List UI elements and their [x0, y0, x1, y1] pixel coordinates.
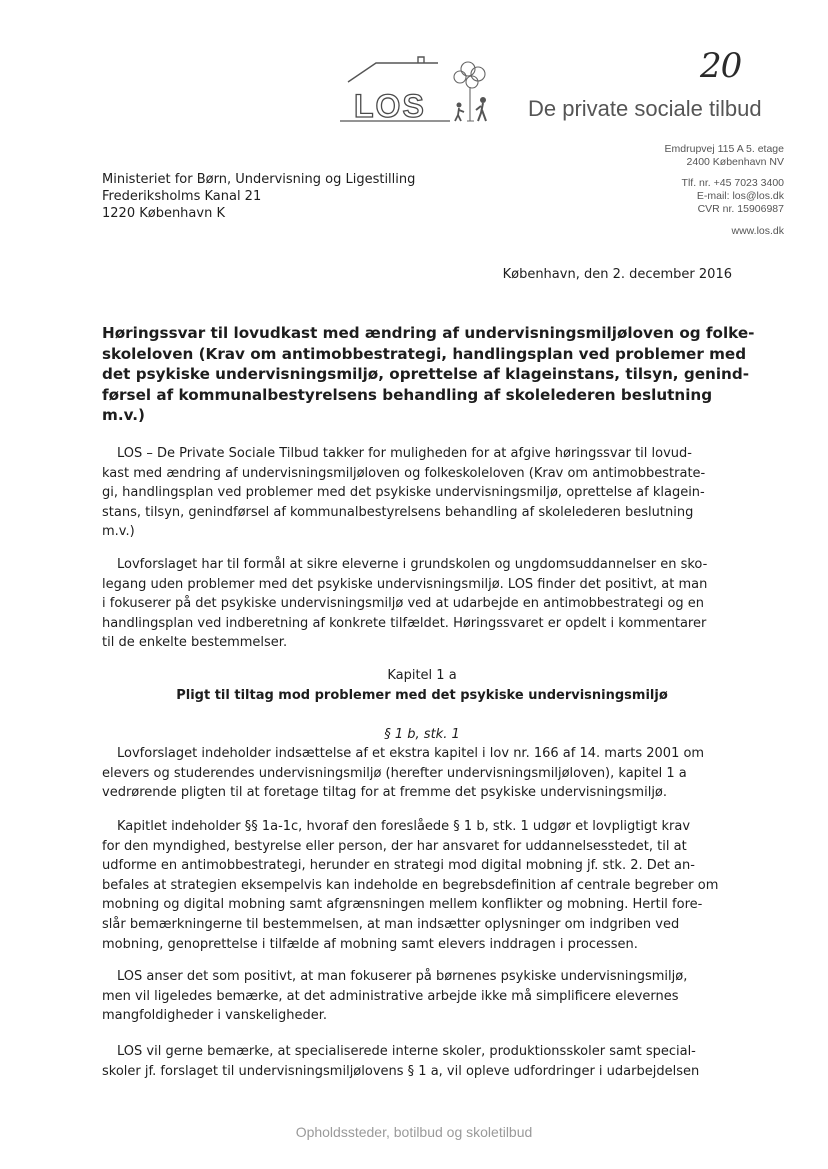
- paragraph-line: men vil ligeledes bemærke, at det administrative arbejde ikke må simplificere elevernes: [102, 988, 679, 1004]
- paragraph-line: Lovforslaget indeholder indsættelse af et ekstra kapitel i lov nr. 166 af 14. marts 2001 om: [117, 746, 705, 761]
- letter-date: København, den 2. december 2016: [502, 267, 732, 282]
- sender-address-line1: Emdrupvej 115 A 5. etage: [664, 143, 784, 155]
- title-line: m.v.): [102, 406, 145, 424]
- sender-phone: Tlf. nr. +45 7023 3400: [681, 177, 784, 189]
- title-line: førsel af kommunalbestyrelsens behandling af skolelederen beslutning: [102, 385, 713, 404]
- paragraph-line: m.v.): [102, 524, 135, 540]
- handwritten-page-number: 20: [700, 46, 742, 86]
- recipient-line2: Frederiksholms Kanal 21: [102, 189, 262, 204]
- page-footer: Opholdssteder, botilbud og skoletilbud: [295, 1124, 533, 1140]
- los-logo: [340, 55, 500, 130]
- paragraph-line: legang uden problemer med det psykiske undervisningsmiljø. LOS finder det positivt, at man: [102, 576, 708, 592]
- paragraph-line: skoler jf. forslaget til undervisningsmiljølovens § 1 a, vil opleve udfordringer i udarbejdelsen: [102, 1063, 700, 1079]
- purpose-paragraph: [102, 555, 708, 653]
- sender-contact-block: [665, 143, 784, 238]
- paragraph-line: stans, tilsyn, genindførsel af kommunalbestyrelsens behandling af skolelederen beslutning: [102, 504, 694, 520]
- title-line: det psykiske undervisningsmiljø, oprettelse af klageinstans, tilsyn, genind-: [102, 365, 750, 383]
- paragraph-line: handlingsplan ved indberetning af konkrete tilfældet. Høringssvaret er opdelt i kommentarer: [102, 615, 707, 631]
- paragraph-line: elevers og studerendes undervisningsmiljø (herefter undervisningsmiljøloven), kapitel 1 a: [102, 765, 687, 781]
- subsection-label: § 1 b, stk. 1: [384, 727, 460, 742]
- paragraph-line: mobning, genoprettelse i tilfælde af mobning samt elevers inddragen i processen.: [102, 936, 638, 952]
- chapter-label: Kapitel 1 a: [387, 668, 457, 683]
- section-paragraph: [102, 817, 719, 954]
- paragraph-line: mobning og digital mobning samt afgrænsningen mellem konflikter og mobning. Hertil fore-: [102, 897, 703, 913]
- sender-website: www.los.dk: [731, 225, 784, 237]
- section-paragraph: [102, 1042, 700, 1081]
- section-paragraph: [102, 744, 705, 803]
- section-paragraph: [102, 967, 688, 1026]
- chapter-heading: Pligt til tiltag mod problemer med det psykiske undervisningsmiljø: [176, 688, 668, 703]
- document-title: [102, 323, 755, 426]
- recipient-address: [102, 171, 415, 222]
- paragraph-line: befales at strategien eksempelvis kan indeholde en begrebsdefinition af centrale begreber om: [102, 877, 719, 893]
- sender-address-line2: 2400 København NV: [686, 156, 784, 168]
- sender-cvr: CVR nr. 15906987: [697, 203, 784, 215]
- brand-name: De private sociale tilbud: [528, 96, 762, 121]
- paragraph-line: til de enkelte bestemmelser.: [102, 635, 288, 651]
- paragraph-line: mangfoldigheder i vanskeligheder.: [102, 1008, 328, 1024]
- paragraph-line: LOS anser det som positivt, at man fokuserer på børnenes psykiske undervisningsmiljø,: [117, 969, 688, 984]
- recipient-line1: Ministeriet for Børn, Undervisning og Ligestilling: [102, 172, 416, 187]
- intro-paragraph: [102, 444, 706, 542]
- sender-email: E-mail: los@los.dk: [696, 190, 784, 202]
- recipient-line3: 1220 København K: [102, 206, 225, 221]
- title-line: skoleloven (Krav om antimobbestrategi, handlingsplan ved problemer med: [102, 344, 747, 363]
- title-line: Høringssvar til lovudkast med ændring af undervisningsmiljøloven og folke-: [102, 324, 755, 342]
- paragraph-line: kast med ændring af undervisningsmiljøloven og folkeskoleloven (Krav om antimobbestrate-: [102, 465, 706, 481]
- paragraph-line: i fokuserer på det psykiske undervisningsmiljø ved at udarbejde en antimobbestrategi og en: [102, 596, 705, 612]
- paragraph-line: for den myndighed, bestyrelse eller person, der har ansvaret for uddannelsesstedet, til at: [102, 838, 687, 854]
- paragraph-line: Lovforslaget har til formål at sikre eleverne i grundskolen og ungdomsuddannelser en sko-: [117, 557, 708, 572]
- paragraph-line: LOS – De Private Sociale Tilbud takker for muligheden for at afgive høringssvar til lovud-: [117, 446, 692, 461]
- paragraph-line: vedrørende pligten til at foretage tiltag for at fremme det psykiske undervisningsmiljø.: [102, 785, 668, 801]
- logo-text: LOS: [354, 88, 426, 124]
- paragraph-line: LOS vil gerne bemærke, at specialiserede interne skoler, produktionsskoler samt special-: [117, 1044, 696, 1059]
- paragraph-line: Kapitlet indeholder §§ 1a-1c, hvoraf den foreslåede § 1 b, stk. 1 udgør et lovpligtigt krav: [117, 819, 691, 834]
- paragraph-line: udforme en antimobbestrategi, herunder en strategi mod digital mobning jf. stk. 2. Det an-: [102, 858, 695, 874]
- paragraph-line: slår bemærkningerne til bestemmelsen, at man indsætter oplysninger om indgriben ved: [102, 916, 680, 932]
- paragraph-line: gi, handlingsplan ved problemer med det psykiske undervisningsmiljø, oprettelse af klagein-: [102, 485, 705, 501]
